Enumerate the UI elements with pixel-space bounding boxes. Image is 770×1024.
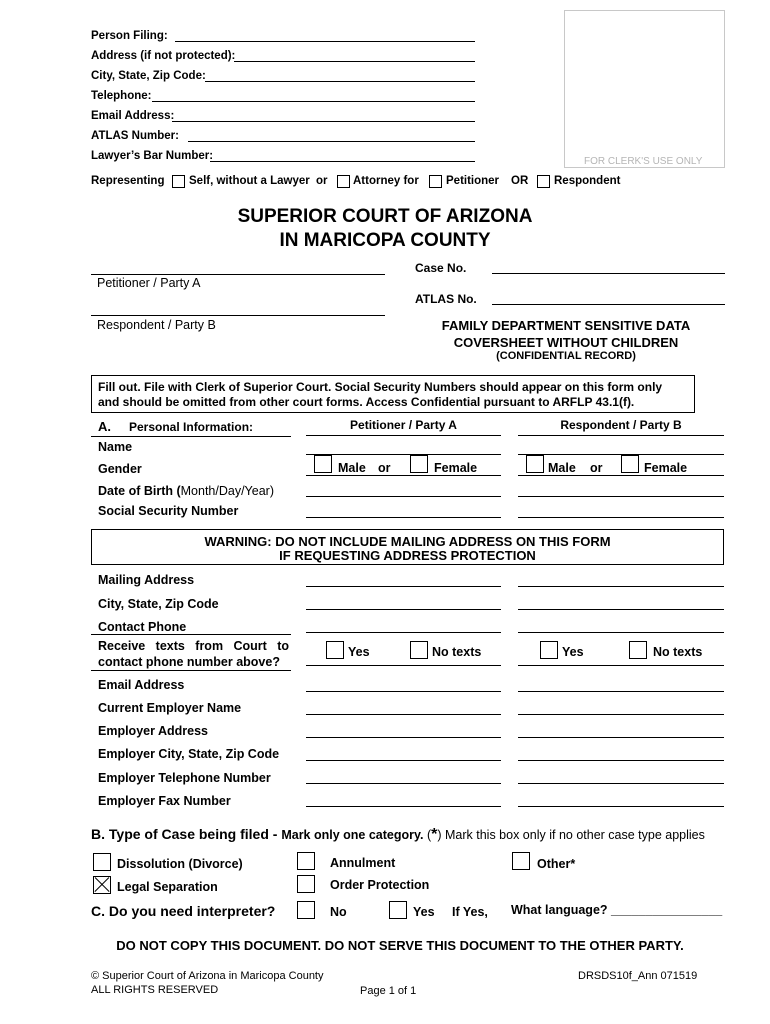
male-label-b: Male	[548, 461, 576, 475]
col-party-a-header: Petitioner / Party A	[350, 418, 457, 432]
section-a-rule	[91, 436, 291, 437]
address-field[interactable]	[234, 61, 475, 62]
employer-phone-label: Employer Telephone Number	[98, 771, 271, 785]
interpreter-no-checkbox[interactable]	[297, 901, 315, 919]
other-label: Other*	[537, 857, 576, 871]
rights-reserved: ALL RIGHTS RESERVED	[91, 984, 219, 996]
notice-line-1: Fill out. File with Clerk of Superior Court. Social Security Numbers should appear on this form only	[98, 380, 663, 394]
notice-line-2: and should be omitted from other court forms. Access Confidential pursuant to ARFLP 43.1(f).	[98, 395, 635, 409]
order-protection-checkbox[interactable]	[297, 875, 315, 893]
texts-no-label-b: No texts	[653, 645, 703, 659]
court-county: IN MARICOPA COUNTY	[279, 230, 491, 251]
annulment-checkbox[interactable]	[297, 852, 315, 870]
section-c-title: C. Do you need interpreter?	[91, 903, 276, 919]
texts-no-checkbox-b[interactable]	[629, 641, 647, 659]
doc-title-2: COVERSHEET WITHOUT CHILDREN	[453, 335, 679, 350]
language-field[interactable]: What language? ________________	[511, 903, 723, 917]
employer-fax-label: Employer Fax Number	[98, 794, 231, 808]
respondent-checkbox[interactable]	[537, 175, 550, 188]
email-field-party-a[interactable]	[306, 691, 501, 692]
male-label-a: Male	[338, 461, 366, 475]
telephone-field[interactable]	[152, 101, 475, 102]
texts-no-label-a: No texts	[432, 645, 482, 659]
mailing-field-a[interactable]	[306, 586, 501, 587]
atlas-no-label: ATLAS No.	[415, 292, 477, 306]
male-checkbox-b[interactable]	[526, 455, 544, 473]
bar-number-label: Lawyer’s Bar Number:	[91, 150, 214, 162]
section-b-note-open: (	[423, 828, 432, 842]
party-a-field[interactable]	[91, 274, 385, 275]
annulment-label: Annulment	[330, 856, 396, 870]
col-party-b-rule	[518, 435, 724, 436]
atlas-number-field[interactable]	[188, 141, 475, 142]
col-party-b-header: Respondent / Party B	[560, 418, 682, 432]
atlas-number-label: ATLAS Number:	[91, 130, 179, 142]
self-checkbox[interactable]	[172, 175, 185, 188]
bar-number-field[interactable]	[210, 161, 475, 162]
clerk-use-label: FOR CLERK'S USE ONLY	[584, 156, 703, 167]
phone-field-a[interactable]	[306, 632, 501, 633]
texts-yes-label-a: Yes	[348, 645, 370, 659]
female-label-a: Female	[434, 461, 478, 475]
texts-rule-a	[306, 665, 501, 666]
footer-warning: DO NOT COPY THIS DOCUMENT. DO NOT SERVE THIS DOCUMENT TO THE OTHER PARTY.	[116, 938, 684, 953]
person-filing-label: Person Filing:	[91, 30, 168, 42]
city-label: City, State, Zip Code	[98, 597, 219, 611]
doc-title-1: FAMILY DEPARTMENT SENSITIVE DATA	[441, 318, 691, 333]
texts-yes-checkbox-b[interactable]	[540, 641, 558, 659]
interpreter-yes-checkbox[interactable]	[389, 901, 407, 919]
employer-phone-field-b[interactable]	[518, 783, 724, 784]
section-b-note: ) Mark this box only if no other case type applies	[437, 828, 705, 842]
city-state-zip-label: City, State, Zip Code:	[91, 70, 206, 82]
email-field[interactable]	[172, 121, 475, 122]
city-state-zip-field[interactable]	[205, 81, 475, 82]
name-label: Name	[98, 440, 133, 454]
clerk-use-box	[564, 10, 725, 168]
warning-line-1: WARNING: DO NOT INCLUDE MAILING ADDRESS ON THIS FORM	[204, 534, 611, 549]
employer-address-label: Employer Address	[98, 724, 208, 738]
telephone-label: Telephone:	[91, 90, 152, 102]
texts-yes-label-b: Yes	[562, 645, 584, 659]
section-b-header	[91, 826, 705, 844]
gender-rule-a	[306, 475, 501, 476]
texts-yes-checkbox-a[interactable]	[326, 641, 344, 659]
texts-no-checkbox-a[interactable]	[410, 641, 428, 659]
section-b-title: B. Type of Case being filed -	[91, 826, 282, 842]
mailing-label: Mailing Address	[98, 573, 195, 587]
party-b-field[interactable]	[91, 315, 385, 316]
representing-label: Representing	[91, 175, 165, 187]
ssn-field-a[interactable]	[306, 517, 501, 518]
party-b-label: Respondent / Party B	[97, 318, 216, 332]
dissolution-checkbox[interactable]	[93, 853, 111, 871]
texts-label-2: contact phone number above?	[98, 655, 280, 669]
address-label: Address (if not protected):	[91, 50, 236, 62]
employer-label: Current Employer Name	[98, 701, 242, 715]
city-field-b[interactable]	[518, 609, 724, 610]
employer-fax-field-a[interactable]	[306, 806, 501, 807]
employer-city-field-a[interactable]	[306, 760, 501, 761]
case-no-field[interactable]	[492, 273, 725, 274]
order-protection-label: Order Protection	[330, 878, 430, 892]
employer-phone-field-a[interactable]	[306, 783, 501, 784]
phone-field-b[interactable]	[518, 632, 724, 633]
employer-address-field-b[interactable]	[518, 737, 724, 738]
employer-address-field-a[interactable]	[306, 737, 501, 738]
or-label-a: or	[378, 461, 391, 475]
phone-label: Contact Phone	[98, 620, 187, 634]
petitioner-label: Petitioner	[446, 175, 500, 187]
dob-format: Month/Day/Year	[180, 484, 270, 498]
gender-label: Gender	[98, 462, 142, 476]
phone-label-rule	[91, 634, 291, 635]
doc-subtitle: (CONFIDENTIAL RECORD)	[496, 350, 636, 362]
warning-box	[91, 529, 724, 565]
employer-city-field-b[interactable]	[518, 760, 724, 761]
mailing-field-b[interactable]	[518, 586, 724, 587]
or-label-b: or	[590, 461, 603, 475]
female-label-b: Female	[644, 461, 688, 475]
ssn-field-b[interactable]	[518, 517, 724, 518]
or-label: or	[316, 175, 328, 187]
gender-rule-b	[518, 475, 724, 476]
email-field-party-b[interactable]	[518, 691, 724, 692]
notice-box	[91, 375, 695, 413]
section-b-instruction: Mark only one category.	[281, 828, 424, 842]
legal-separation-label: Legal Separation	[117, 880, 218, 894]
attorney-checkbox[interactable]	[337, 175, 350, 188]
dob-label-suffix: )	[269, 484, 274, 498]
other-checkbox[interactable]	[512, 852, 530, 870]
interpreter-yes-label: Yes	[413, 905, 435, 919]
respondent-label: Respondent	[554, 175, 621, 187]
petitioner-checkbox[interactable]	[429, 175, 442, 188]
employer-field-a[interactable]	[306, 714, 501, 715]
texts-label-rule	[91, 670, 291, 671]
legal-separation-checkbox[interactable]	[93, 876, 111, 894]
atlas-no-field[interactable]	[492, 304, 725, 305]
dob-field-b[interactable]	[518, 496, 724, 497]
section-a-letter: A.	[98, 419, 111, 434]
asterisk-symbol: *	[431, 826, 438, 843]
female-checkbox-a[interactable]	[410, 455, 428, 473]
email-label: Email Address:	[91, 110, 175, 122]
page-number: Page 1 of 1	[360, 985, 417, 997]
copyright: © Superior Court of Arizona in Maricopa County	[91, 970, 324, 982]
form-id: DRSDS10f_Ann 071519	[578, 970, 698, 982]
dob-label-prefix: Date of Birth (	[98, 484, 181, 498]
name-field-a[interactable]	[306, 454, 501, 455]
texts-rule-b	[518, 665, 724, 666]
employer-field-b[interactable]	[518, 714, 724, 715]
or-label-2: OR	[511, 175, 529, 187]
email-label-a: Email Address	[98, 678, 185, 692]
city-field-a[interactable]	[306, 609, 501, 610]
court-title: SUPERIOR COURT OF ARIZONA	[237, 206, 533, 227]
female-checkbox-b[interactable]	[621, 455, 639, 473]
employer-fax-field-b[interactable]	[518, 806, 724, 807]
case-no-label: Case No.	[415, 261, 467, 275]
dissolution-label: Dissolution (Divorce)	[117, 857, 243, 871]
ssn-label: Social Security Number	[98, 504, 239, 518]
interpreter-no-label: No	[330, 905, 347, 919]
warning-line-2: IF REQUESTING ADDRESS PROTECTION	[279, 548, 536, 563]
section-a-title: Personal Information:	[129, 420, 254, 434]
dob-field-a[interactable]	[306, 496, 501, 497]
texts-label-1: Receive texts from Court to	[98, 639, 290, 653]
party-a-label: Petitioner / Party A	[97, 276, 201, 290]
person-filing-field[interactable]	[175, 41, 475, 42]
self-label: Self, without a Lawyer	[189, 175, 310, 187]
dob-label	[98, 484, 274, 498]
male-checkbox-a[interactable]	[314, 455, 332, 473]
col-party-a-rule	[306, 435, 501, 436]
if-yes-label: If Yes,	[452, 905, 488, 919]
employer-city-label: Employer City, State, Zip Code	[98, 747, 280, 761]
attorney-label: Attorney for	[353, 175, 419, 187]
